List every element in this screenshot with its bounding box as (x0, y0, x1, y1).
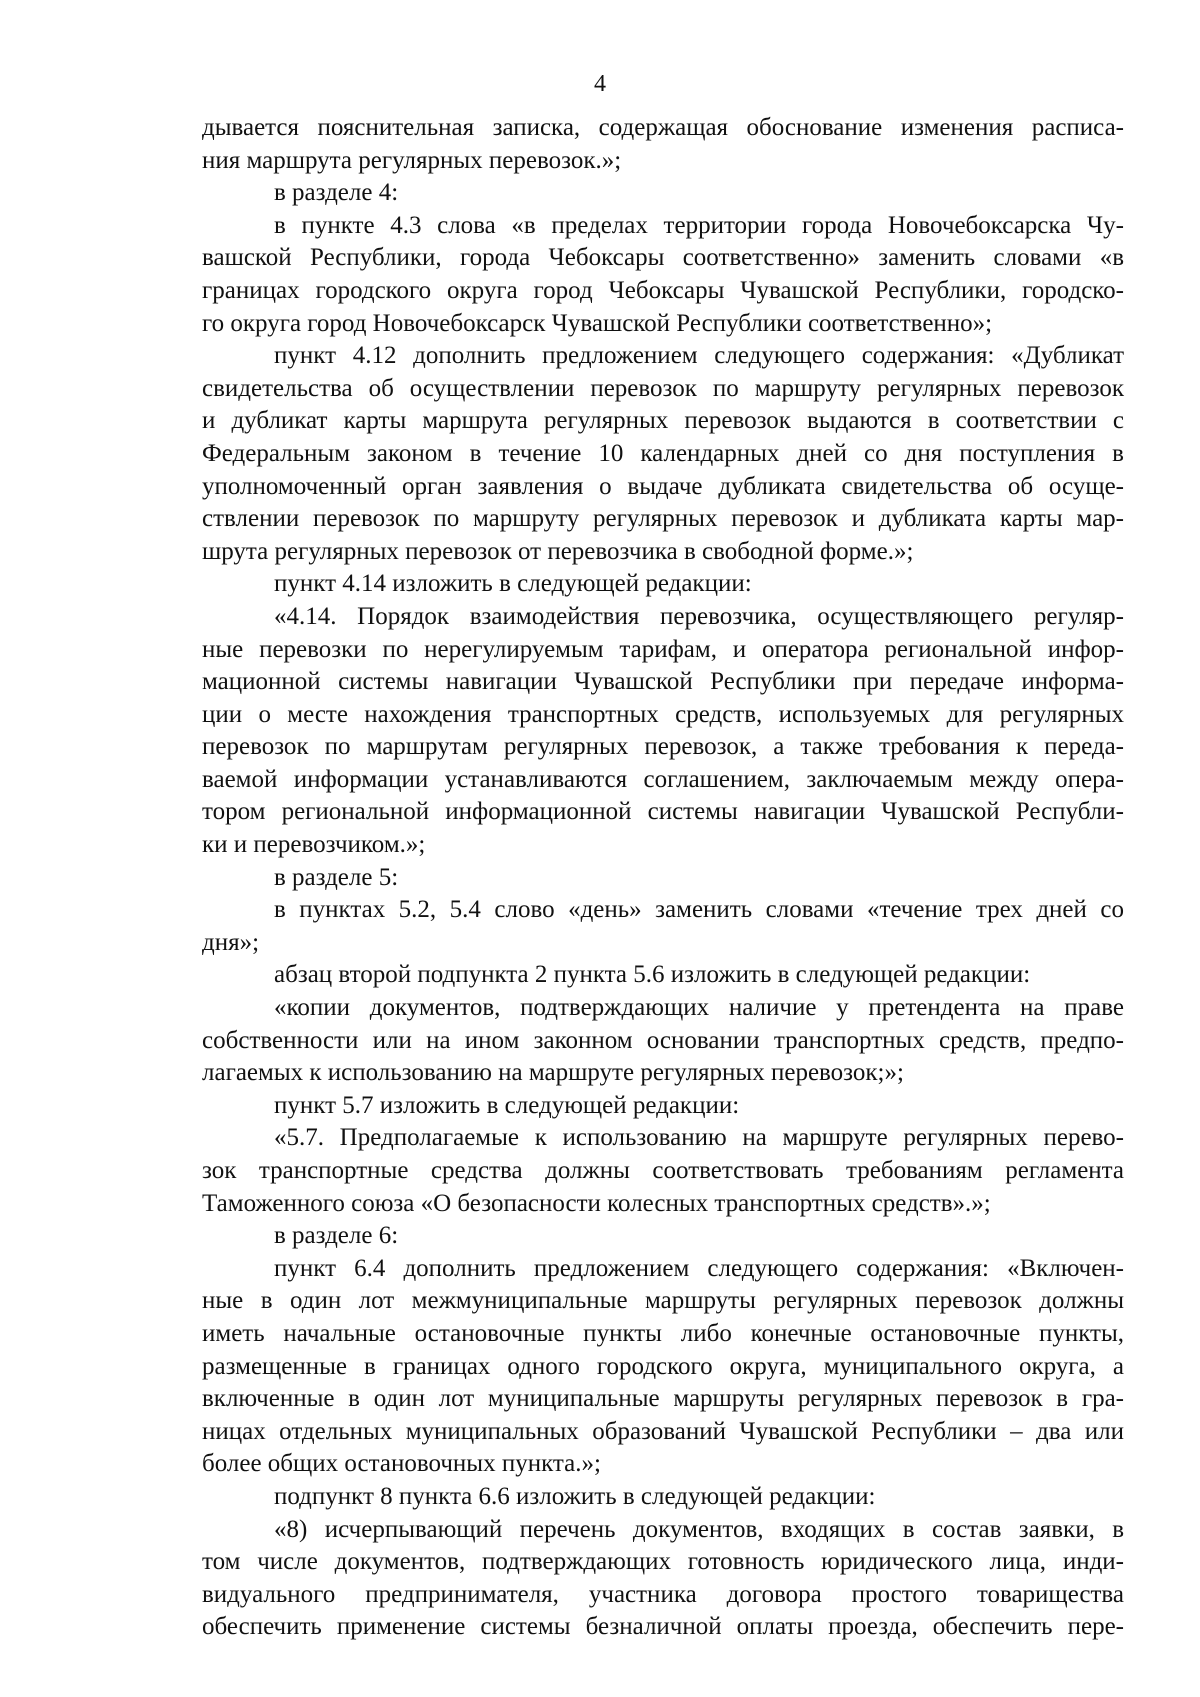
text-line: в пункте 4.3 слова «в пределах территории города Новочебоксарска Чу- (274, 211, 1124, 239)
text-line: пункт 6.4 дополнить предложением следующего содержания: «Включен- (274, 1254, 1124, 1282)
text-line: ствлении перевозок по маршруту регулярных перевозок и дубликата карты мар- (202, 505, 1124, 533)
text-line: го округа город Новочебоксарск Чувашской Республики соответственно»; (202, 309, 993, 337)
text-line: «4.14. Порядок взаимодействия перевозчика, осуществляющего регуляр- (274, 602, 1124, 630)
text-line: Таможенного союза «О безопасности колесных транспортных средств».»; (202, 1189, 991, 1217)
text-line: пункт 4.12 дополнить предложением следующего содержания: «Дубликат (274, 342, 1124, 370)
text-line: «8) исчерпывающий перечень документов, входящих в состав заявки, в (274, 1515, 1124, 1543)
text-line: шрута регулярных перевозок от перевозчика в свободной форме.»; (202, 537, 914, 565)
text-line: уполномоченный орган заявления о выдаче дубликата свидетельства об осуще- (202, 472, 1124, 500)
text-line: мационной системы навигации Чувашской Республики при передаче информа- (202, 668, 1124, 696)
text-line: зок транспортные средства должны соответствовать требованиям регламента (202, 1157, 1124, 1184)
text-line: в разделе 5: (274, 863, 399, 891)
text-line: ваемой информации устанавливаются соглашением, заключаемым между опера- (202, 765, 1124, 793)
text-line: ния маршрута регулярных перевозок.»; (202, 146, 622, 174)
text-line: лагаемых к использованию на маршруте регулярных перевозок;»; (202, 1059, 904, 1087)
text-line: «5.7. Предполагаемые к использованию на маршруте регулярных перево- (274, 1124, 1124, 1152)
text-line: ции о месте нахождения транспортных средств, используемых для регулярных (202, 700, 1124, 728)
page-number: 4 (594, 71, 606, 97)
text-line: более общих остановочных пункта.»; (202, 1450, 601, 1478)
text-line: обеспечить применение системы безналичной оплаты проезда, обеспечить пере- (202, 1613, 1124, 1641)
text-line: в пунктах 5.2, 5.4 слово «день» заменить словами «течение трех дней со (274, 896, 1124, 924)
text-line: ные в один лот межмуниципальные маршруты регулярных перевозок должны (202, 1287, 1124, 1315)
text-line: свидетельства об осуществлении перевозок по маршруту регулярных перевозок (202, 374, 1124, 402)
text-line: пункт 4.14 изложить в следующей редакции: (274, 570, 752, 598)
text-line: ницах отдельных муниципальных образований Чувашской Республики – два или (202, 1417, 1124, 1445)
text-line: «копии документов, подтверждающих наличие у претендента на праве (274, 994, 1124, 1022)
text-line: том числе документов, подтверждающих готовность юридического лица, инди- (202, 1548, 1124, 1576)
text-line: вашской Республики, города Чебоксары соответственно» заменить словами «в (202, 244, 1124, 272)
text-line: и дубликат карты маршрута регулярных перевозок выдаются в соответствии с (202, 407, 1124, 435)
text-line: включенные в один лот муниципальные маршруты регулярных перевозок в гра- (202, 1385, 1124, 1413)
text-line: перевозок по маршрутам регулярных перевозок, а также требования к переда- (202, 733, 1124, 761)
text-line: в разделе 4: (274, 179, 399, 207)
document-body (202, 112, 1124, 1644)
text-line: тором региональной информационной системы навигации Чувашской Республи- (202, 798, 1124, 826)
text-line: Федеральным законом в течение 10 календарных дней со дня поступления в (202, 439, 1124, 467)
text-line: размещенные в границах одного городского округа, муниципального округа, а (202, 1352, 1124, 1380)
text-line: иметь начальные остановочные пункты либо конечные остановочные пункты, (202, 1319, 1124, 1347)
text-line: ные перевозки по нерегулируемым тарифам, и оператора региональной инфор- (202, 635, 1124, 663)
text-line: подпункт 8 пункта 6.6 изложить в следующей редакции: (274, 1482, 876, 1510)
text-line: в разделе 6: (274, 1222, 399, 1250)
text-line: ки и перевозчиком.»; (202, 831, 426, 859)
text-line: границах городского округа город Чебоксары Чувашской Республики, городско- (202, 276, 1124, 304)
text-line: абзац второй подпункта 2 пункта 5.6 изложить в следующей редакции: (274, 961, 1031, 989)
text-line: видуального предпринимателя, участника договора простого товарищества (202, 1580, 1124, 1608)
text-line: пункт 5.7 изложить в следующей редакции: (274, 1091, 740, 1119)
text-line: дывается пояснительная записка, содержащая обоснование изменения расписа- (202, 114, 1124, 141)
text-line: собственности или на ином законном основании транспортных средств, предпо- (202, 1026, 1124, 1054)
text-line: дня»; (202, 928, 260, 956)
